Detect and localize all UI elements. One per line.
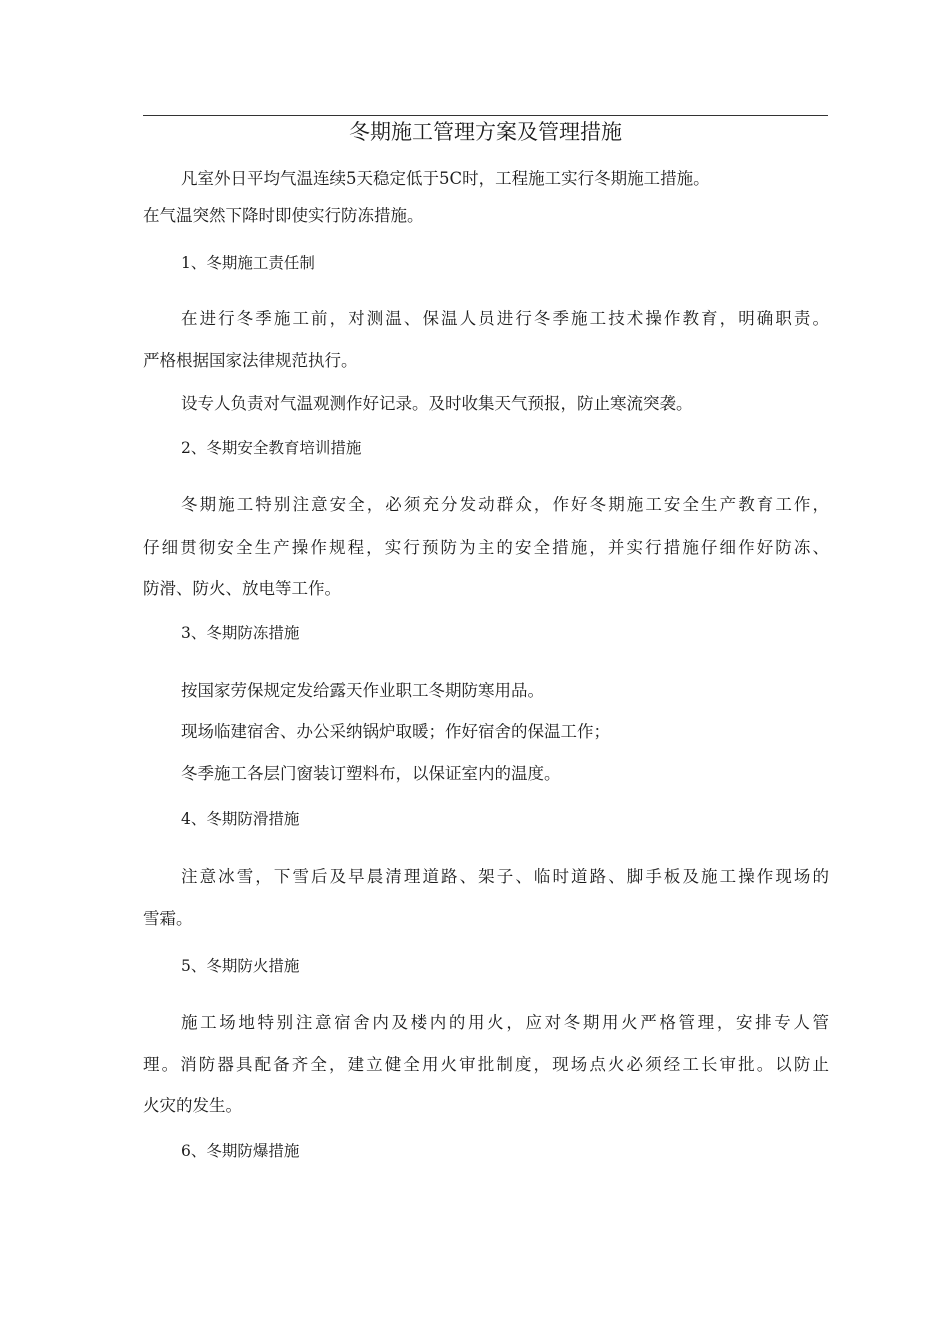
section-heading: 3、冬期防冻措施 (181, 624, 300, 642)
paragraph-line: 火灾的发生。 (143, 1096, 242, 1115)
paragraph-line: 注意冰雪，下雪后及早晨清理道路、架子、临时道路、脚手板及施工操作现场的 (181, 867, 829, 886)
section-heading: 2、冬期安全教育培训措施 (181, 439, 362, 457)
paragraph-line: 防滑、防火、放电等工作。 (143, 579, 341, 598)
paragraph-line: 设专人负责对气温观测作好记录。及时收集天气预报，防止寒流突袭。 (181, 394, 693, 413)
document-title: 冬期施工管理方案及管理措施 (349, 120, 622, 144)
paragraph-line: 凡室外日平均气温连续5天稳定低于5C时，工程施工实行冬期施工措施。 (181, 169, 710, 188)
paragraph-line: 雪霜。 (143, 909, 193, 928)
paragraph-line: 施工场地特别注意宿舍内及楼内的用火，应对冬期用火严格管理，安排专人管 (181, 1013, 829, 1032)
paragraph-line: 严格根据国家法律规范执行。 (143, 351, 358, 370)
paragraph-line: 按国家劳保规定发给露天作业职工冬期防寒用品。 (181, 681, 544, 700)
paragraph-line: 冬期施工特别注意安全，必须充分发动群众，作好冬期施工安全生产教育工作， (181, 495, 829, 514)
paragraph-line: 仔细贯彻安全生产操作规程，实行预防为主的安全措施，并实行措施仔细作好防冻、 (143, 538, 829, 557)
paragraph-line: 理。消防器具配备齐全，建立健全用火审批制度，现场点火必须经工长审批。以防止 (143, 1055, 829, 1074)
paragraph-line: 冬季施工各层门窗装订塑料布，以保证室内的温度。 (181, 764, 561, 783)
section-heading: 6、冬期防爆措施 (181, 1142, 300, 1160)
section-heading: 1、冬期施工责任制 (181, 254, 315, 272)
section-heading: 5、冬期防火措施 (181, 957, 300, 975)
header-rule (143, 115, 828, 116)
paragraph-line: 现场临建宿舍、办公采纳锅炉取暖；作好宿舍的保温工作； (181, 722, 610, 741)
paragraph-line: 在气温突然下降时即使实行防冻措施。 (143, 206, 424, 225)
section-heading: 4、冬期防滑措施 (181, 810, 300, 828)
paragraph-line: 在进行冬季施工前，对测温、保温人员进行冬季施工技术操作教育，明确职责。 (181, 309, 829, 328)
